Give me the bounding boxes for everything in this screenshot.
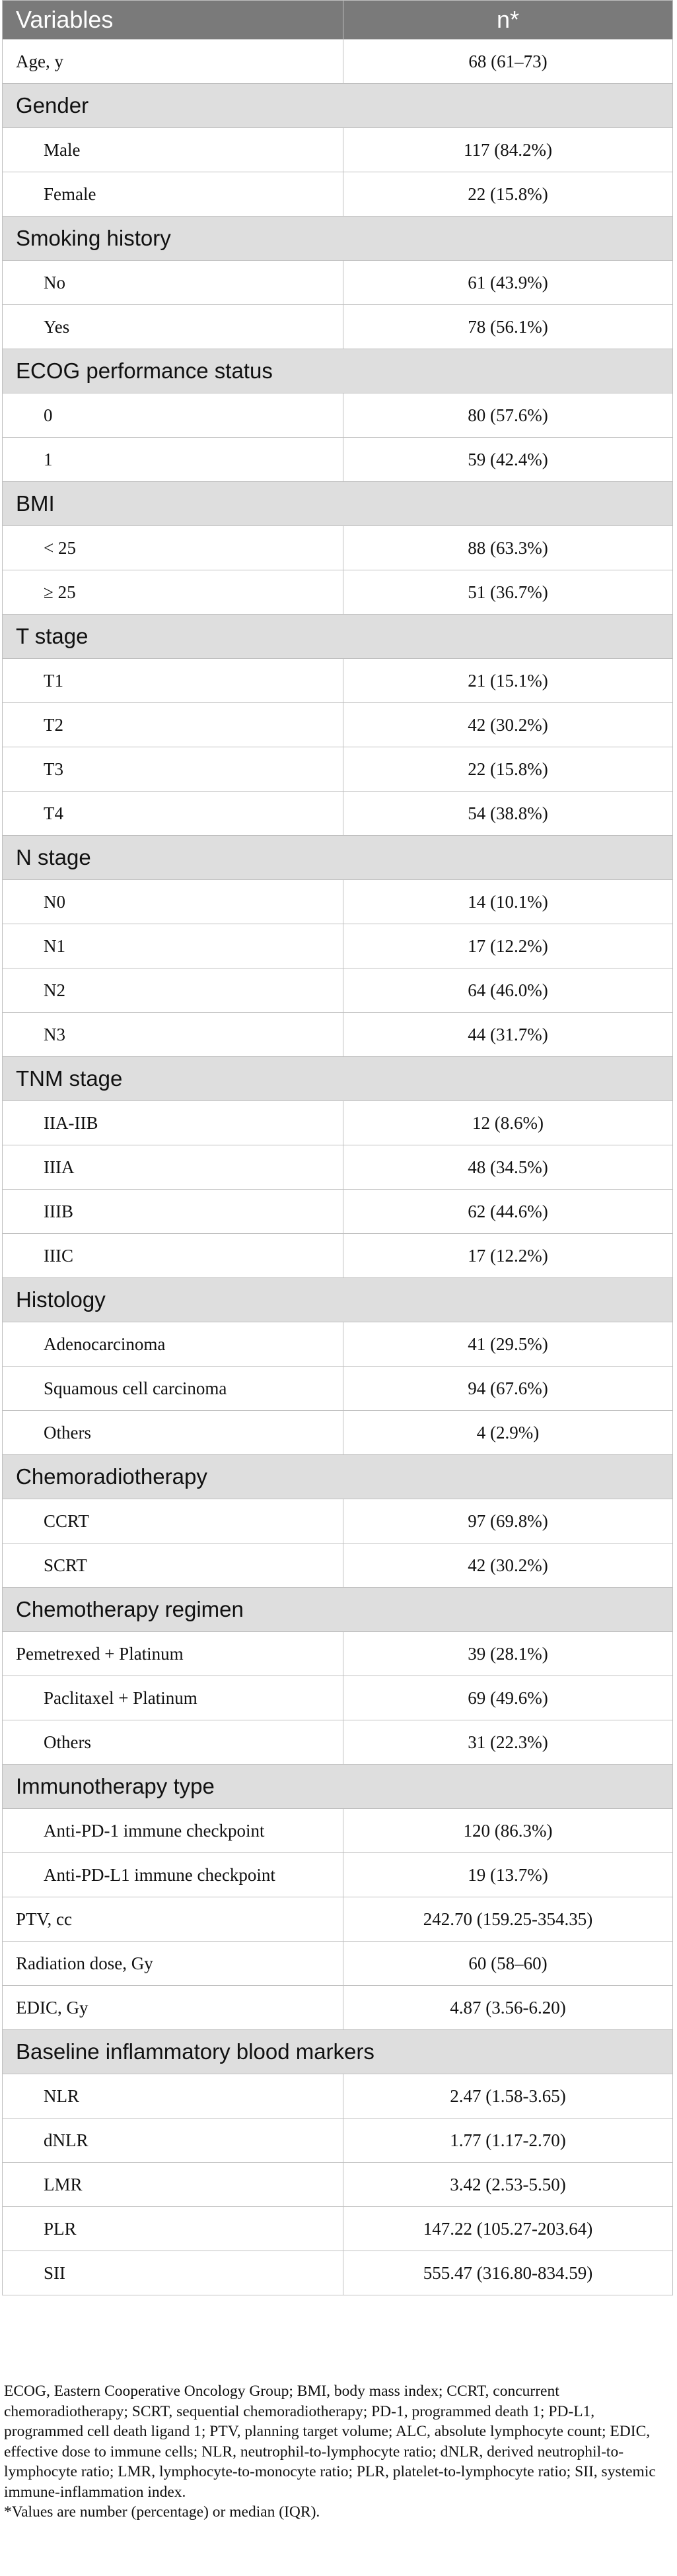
variable-label: PTV, cc: [3, 1897, 343, 1942]
variable-value: 22 (15.8%): [343, 747, 673, 792]
variable-value: 59 (42.4%): [343, 438, 673, 482]
section-label: N stage: [3, 836, 673, 880]
table-row: [3, 526, 673, 570]
variable-label: ≥ 25: [3, 570, 343, 615]
section-header-row: [3, 84, 673, 128]
variable-label: Age, y: [3, 40, 343, 84]
variable-value: 120 (86.3%): [343, 1809, 673, 1853]
table-row: [3, 1322, 673, 1367]
variable-label: 0: [3, 393, 343, 438]
section-label: Histology: [3, 1278, 673, 1322]
section-header-row: [3, 615, 673, 659]
variable-value: 61 (43.9%): [343, 261, 673, 305]
variable-label: No: [3, 261, 343, 305]
header-n: n*: [343, 1, 673, 40]
variable-value: 42 (30.2%): [343, 1543, 673, 1588]
variable-value: 4.87 (3.56-6.20): [343, 1986, 673, 2030]
variable-value: 78 (56.1%): [343, 305, 673, 349]
variable-label: IIIB: [3, 1190, 343, 1234]
table-row: [3, 1411, 673, 1455]
variable-label: Others: [3, 1411, 343, 1455]
section-header-row: [3, 482, 673, 526]
table-row: [3, 1720, 673, 1765]
section-header-row: [3, 1455, 673, 1499]
variable-value: 14 (10.1%): [343, 880, 673, 924]
table-row: [3, 2207, 673, 2251]
section-header-row: [3, 1278, 673, 1322]
variable-value: 42 (30.2%): [343, 703, 673, 747]
variable-value: 2.47 (1.58-3.65): [343, 2074, 673, 2118]
variable-label: N1: [3, 924, 343, 968]
footnote-abbreviations: ECOG, Eastern Cooperative Oncology Group; BMI, body mass index; CCRT, concurrent chemoradiotherapy; SCRT, sequential chemoradiotherapy; PD-1, programmed death 1; PD-L1, programmed cell death ligand 1; PTV, planning target volume; ALC, absolute lymphocyte count; EDIC, effective dose to immune cells; NLR, neutrophil-to-lymphocyte ratio; dNLR, derived neutrophil-to-lymphocyte ratio; LMR, lymphocyte-to-monocyte ratio; PLR, platelet-to-lymphocyte ratio; SII, systemic immune-inflammation index.: [4, 2383, 656, 2501]
table-row: [3, 968, 673, 1013]
variable-value: 62 (44.6%): [343, 1190, 673, 1234]
section-header-row: [3, 349, 673, 393]
section-header-row: [3, 1057, 673, 1101]
variable-label: NLR: [3, 2074, 343, 2118]
table-row: [3, 261, 673, 305]
section-label: Immunotherapy type: [3, 1765, 673, 1809]
section-label: Chemoradiotherapy: [3, 1455, 673, 1499]
table-row: [3, 1809, 673, 1853]
variable-value: 147.22 (105.27-203.64): [343, 2207, 673, 2251]
variable-value: 4 (2.9%): [343, 1411, 673, 1455]
variable-label: Radiation dose, Gy: [3, 1942, 343, 1986]
section-label: Baseline inflammatory blood markers: [3, 2030, 673, 2074]
variable-value: 242.70 (159.25-354.35): [343, 1897, 673, 1942]
table-row: [3, 924, 673, 968]
variable-value: 1.77 (1.17-2.70): [343, 2118, 673, 2163]
variable-value: 17 (12.2%): [343, 924, 673, 968]
variable-value: 19 (13.7%): [343, 1853, 673, 1897]
table-row: [3, 128, 673, 172]
table-row: [3, 40, 673, 84]
table-row: [3, 1986, 673, 2030]
section-header-row: [3, 1765, 673, 1809]
variable-label: Adenocarcinoma: [3, 1322, 343, 1367]
characteristics-table: [2, 0, 673, 2295]
section-label: Chemotherapy regimen: [3, 1588, 673, 1632]
variable-value: 94 (67.6%): [343, 1367, 673, 1411]
variable-value: 3.42 (2.53-5.50): [343, 2163, 673, 2207]
header-variables: Variables: [3, 1, 343, 40]
table-row: [3, 1234, 673, 1278]
variable-label: N3: [3, 1013, 343, 1057]
variable-label: IIA-IIB: [3, 1101, 343, 1145]
variable-value: 60 (58–60): [343, 1942, 673, 1986]
variable-value: 51 (36.7%): [343, 570, 673, 615]
variable-value: 117 (84.2%): [343, 128, 673, 172]
table-row: [3, 1013, 673, 1057]
table-row: [3, 792, 673, 836]
variable-label: N0: [3, 880, 343, 924]
section-label: BMI: [3, 482, 673, 526]
variable-label: T4: [3, 792, 343, 836]
table-row: [3, 438, 673, 482]
variable-label: CCRT: [3, 1499, 343, 1543]
table-row: [3, 2074, 673, 2118]
variable-value: 97 (69.8%): [343, 1499, 673, 1543]
variable-value: 48 (34.5%): [343, 1145, 673, 1190]
table-row: [3, 880, 673, 924]
table-footnote: [4, 2381, 672, 2523]
table-row: [3, 2118, 673, 2163]
variable-value: 68 (61–73): [343, 40, 673, 84]
variable-value: 17 (12.2%): [343, 1234, 673, 1278]
variable-label: Female: [3, 172, 343, 217]
variable-label: N2: [3, 968, 343, 1013]
variable-value: 39 (28.1%): [343, 1632, 673, 1676]
table-row: [3, 2251, 673, 2295]
section-label: TNM stage: [3, 1057, 673, 1101]
section-header-row: [3, 836, 673, 880]
table-row: [3, 1942, 673, 1986]
variable-label: EDIC, Gy: [3, 1986, 343, 2030]
section-label: ECOG performance status: [3, 349, 673, 393]
table-row: [3, 1632, 673, 1676]
variable-value: 31 (22.3%): [343, 1720, 673, 1765]
variable-label: IIIC: [3, 1234, 343, 1278]
table-row: [3, 172, 673, 217]
table-row: [3, 2163, 673, 2207]
variable-value: 88 (63.3%): [343, 526, 673, 570]
section-label: T stage: [3, 615, 673, 659]
variable-label: Male: [3, 128, 343, 172]
variable-label: Paclitaxel + Platinum: [3, 1676, 343, 1720]
variable-label: dNLR: [3, 2118, 343, 2163]
table-row: [3, 747, 673, 792]
table-row: [3, 1190, 673, 1234]
variable-value: 69 (49.6%): [343, 1676, 673, 1720]
variable-label: SCRT: [3, 1543, 343, 1588]
variable-label: SII: [3, 2251, 343, 2295]
variable-value: 80 (57.6%): [343, 393, 673, 438]
variable-value: 555.47 (316.80-834.59): [343, 2251, 673, 2295]
variable-label: < 25: [3, 526, 343, 570]
variable-label: Yes: [3, 305, 343, 349]
table-row: [3, 393, 673, 438]
section-header-row: [3, 1588, 673, 1632]
variable-label: T2: [3, 703, 343, 747]
table-row: [3, 659, 673, 703]
variable-label: 1: [3, 438, 343, 482]
table-row: [3, 1145, 673, 1190]
variable-label: T3: [3, 747, 343, 792]
table-row: [3, 1101, 673, 1145]
table-row: [3, 305, 673, 349]
table-header-row: [3, 1, 673, 40]
variable-label: IIIA: [3, 1145, 343, 1190]
variable-value: 22 (15.8%): [343, 172, 673, 217]
variable-label: Anti-PD-L1 immune checkpoint: [3, 1853, 343, 1897]
variable-value: 21 (15.1%): [343, 659, 673, 703]
section-label: Smoking history: [3, 217, 673, 261]
variable-label: PLR: [3, 2207, 343, 2251]
table-row: [3, 1897, 673, 1942]
section-header-row: [3, 217, 673, 261]
table-row: [3, 1543, 673, 1588]
variable-label: LMR: [3, 2163, 343, 2207]
table-row: [3, 1367, 673, 1411]
table-row: [3, 570, 673, 615]
table-row: [3, 703, 673, 747]
section-header-row: [3, 2030, 673, 2074]
table-body: [3, 40, 673, 2295]
variable-label: Anti-PD-1 immune checkpoint: [3, 1809, 343, 1853]
section-label: Gender: [3, 84, 673, 128]
footnote-values-note: *Values are number (percentage) or median (IQR).: [4, 2503, 320, 2521]
variable-value: 64 (46.0%): [343, 968, 673, 1013]
variable-value: 12 (8.6%): [343, 1101, 673, 1145]
variable-label: Squamous cell carcinoma: [3, 1367, 343, 1411]
variable-value: 44 (31.7%): [343, 1013, 673, 1057]
table-row: [3, 1499, 673, 1543]
variable-label: Pemetrexed + Platinum: [3, 1632, 343, 1676]
variable-value: 54 (38.8%): [343, 792, 673, 836]
variable-label: T1: [3, 659, 343, 703]
variable-label: Others: [3, 1720, 343, 1765]
table-row: [3, 1676, 673, 1720]
table-row: [3, 1853, 673, 1897]
variable-value: 41 (29.5%): [343, 1322, 673, 1367]
